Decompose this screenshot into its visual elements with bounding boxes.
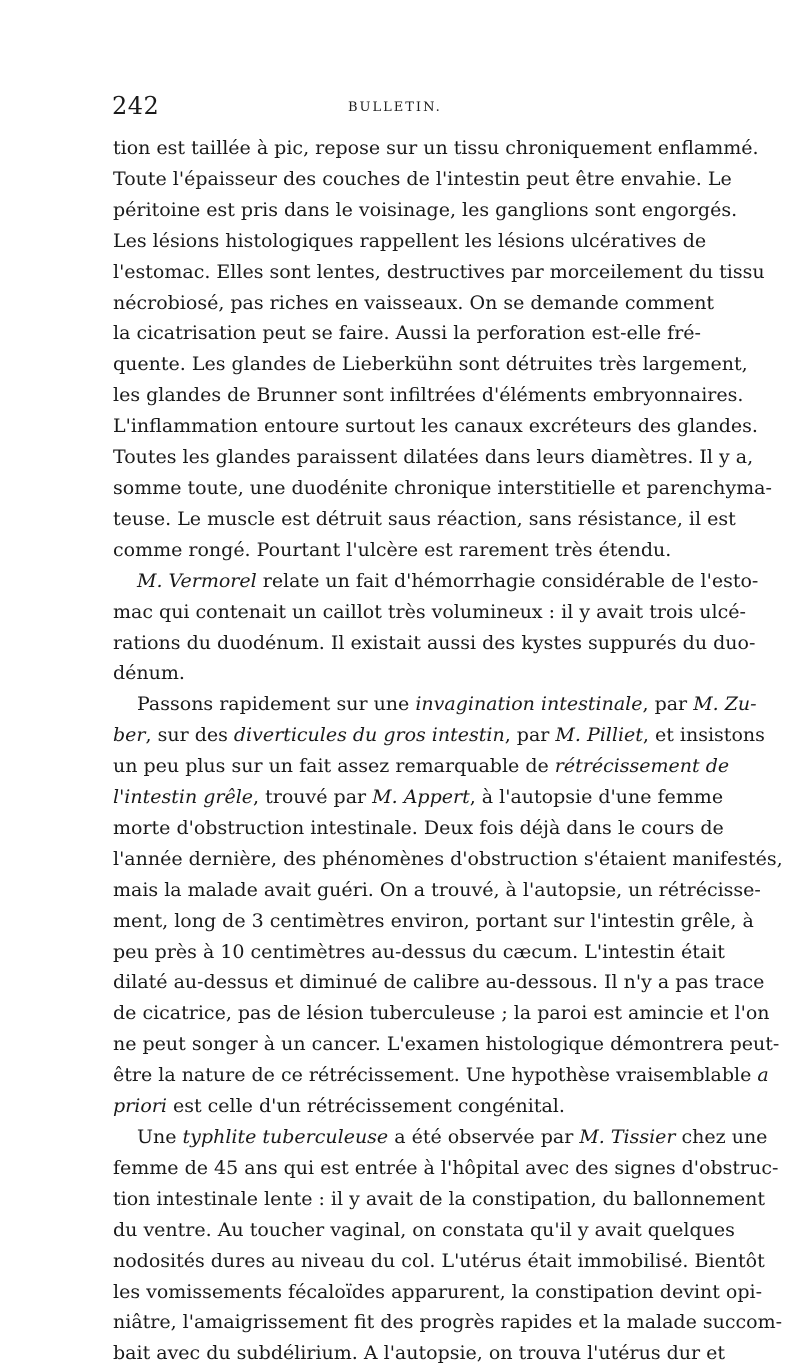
italic-phrase: a xyxy=(757,1064,769,1087)
text-line: ment, long de 3 centimètres environ, portant sur l'intestin grêle, à xyxy=(113,909,754,932)
text-line: priori est celle d'un rétrécissement congénital. xyxy=(113,1095,565,1118)
text-line: comme rongé. Pourtant l'ulcère est rarement très étendu. xyxy=(113,538,672,561)
text-line: Passons rapidement sur une invagination intestinale, par M. Zu- xyxy=(137,693,757,716)
italic-phrase: M. Vermorel xyxy=(137,569,257,592)
italic-phrase: M. Tissier xyxy=(579,1126,676,1148)
italic-phrase: diverticules du gros intestin xyxy=(233,724,505,747)
paragraph xyxy=(113,689,783,1122)
text-line: péritoine est pris dans le voisinage, les ganglions sont engorgés. xyxy=(113,198,738,221)
text-line: un peu plus sur un fait assez remarquable de rétrécissement de xyxy=(113,755,730,778)
text-line: femme de 45 ans qui est entrée à l'hôpital avec des signes d'obstruc- xyxy=(113,1156,779,1179)
text-line: ber, sur des diverticules du gros intestin, par M. Pilliet, et insistons xyxy=(113,724,765,747)
text-line: être la nature de ce rétrécissement. Une hypothèse vraisemblable a xyxy=(113,1064,769,1087)
text-line: l'estomac. Elles sont lentes, destructives par morceilement du tissu xyxy=(113,260,765,283)
text-line: M. Vermorel relate un fait d'hémorrhagie considérable de l'esto- xyxy=(137,569,759,592)
body-text xyxy=(113,133,783,1369)
italic-phrase: rétrécissement de xyxy=(554,755,730,778)
text-line: Une typhlite tuberculeuse a été observée par M. Tissier chez une xyxy=(137,1126,768,1148)
running-head: BULLETIN. xyxy=(348,100,442,115)
page-number: 242 xyxy=(112,92,160,120)
text-line: Toute l'épaisseur des couches de l'intestin peut être envahie. Le xyxy=(113,167,732,190)
text-line: nodosités dures au niveau du col. L'utérus était immobilisé. Bientôt xyxy=(113,1249,765,1272)
text-line: tion est taillée à pic, repose sur un tissu chroniquement enflammé. xyxy=(113,137,759,159)
text-line: niâtre, l'amaigrissement fit des progrès rapides et la malade succom- xyxy=(113,1311,783,1334)
italic-phrase: priori xyxy=(113,1095,167,1118)
text-line: la cicatrisation peut se faire. Aussi la perforation est-elle fré- xyxy=(113,322,701,345)
text-line: peu près à 10 centimètres au-dessus du cæcum. L'intestin était xyxy=(113,940,725,963)
text-line: les vomissements fécaloïdes apparurent, la constipation devint opi- xyxy=(113,1280,763,1303)
italic-phrase: M. Zu- xyxy=(693,693,757,716)
text-line: dénum. xyxy=(113,662,185,685)
text-line: Les lésions histologiques rappellent les lésions ulcératives de xyxy=(113,229,707,252)
page-header xyxy=(112,92,692,126)
text-line: ne peut songer à un cancer. L'examen histologique démontrera peut- xyxy=(113,1033,780,1056)
italic-phrase: invagination intestinale xyxy=(415,693,643,716)
paragraph xyxy=(113,133,772,566)
paragraph xyxy=(113,566,759,690)
text-line: L'inflammation entoure surtout les canaux excréteurs des glandes. xyxy=(113,415,758,438)
text-line: somme toute, une duodénite chronique interstitielle et parenchyma- xyxy=(113,476,772,499)
text-line: du ventre. Au toucher vaginal, on constata qu'il y avait quelques xyxy=(113,1218,735,1241)
italic-phrase: l'intestin grêle xyxy=(113,786,254,809)
paragraph xyxy=(113,1122,783,1369)
text-line: les glandes de Brunner sont infiltrées d'éléments embryonnaires. xyxy=(113,384,744,407)
italic-phrase: ber xyxy=(113,724,146,747)
text-line: Toutes les glandes paraissent dilatées dans leurs diamètres. Il y a, xyxy=(113,446,754,469)
italic-phrase: M. Pilliet xyxy=(555,724,643,747)
text-line: l'intestin grêle, trouvé par M. Appert, à l'autopsie d'une femme xyxy=(113,786,724,809)
italic-phrase: typhlite tuberculeuse xyxy=(182,1126,389,1148)
text-line: morte d'obstruction intestinale. Deux fois déjà dans le cours de xyxy=(113,816,724,839)
text-line: dilaté au-dessus et diminué de calibre au-dessous. Il n'y a pas trace xyxy=(113,971,765,994)
text-line: mac qui contenait un caillot très volumineux : il y avait trois ulcé- xyxy=(113,600,746,623)
text-line: bait avec du subdélirium. A l'autopsie, on trouva l'utérus dur et xyxy=(113,1342,726,1365)
italic-phrase: M. Appert xyxy=(372,786,470,809)
text-line: teuse. Le muscle est détruit saus réaction, sans résistance, il est xyxy=(113,507,736,530)
text-line: rations du duodénum. Il existait aussi des kystes suppurés du duo- xyxy=(113,631,756,654)
text-line: tion intestinale lente : il y avait de la constipation, du ballonnement xyxy=(113,1187,766,1210)
text-line: nécrobiosé, pas riches en vaisseaux. On se demande comment xyxy=(113,291,715,314)
text-line: mais la malade avait guéri. On a trouvé, à l'autopsie, un rétrécisse- xyxy=(113,878,761,901)
text-line: quente. Les glandes de Lieberkühn sont détruites très largement, xyxy=(113,353,748,376)
text-line: l'année dernière, des phénomènes d'obstruction s'étaient manifestés, xyxy=(113,847,783,870)
text-line: de cicatrice, pas de lésion tuberculeuse ; la paroi est amincie et l'on xyxy=(113,1002,770,1025)
